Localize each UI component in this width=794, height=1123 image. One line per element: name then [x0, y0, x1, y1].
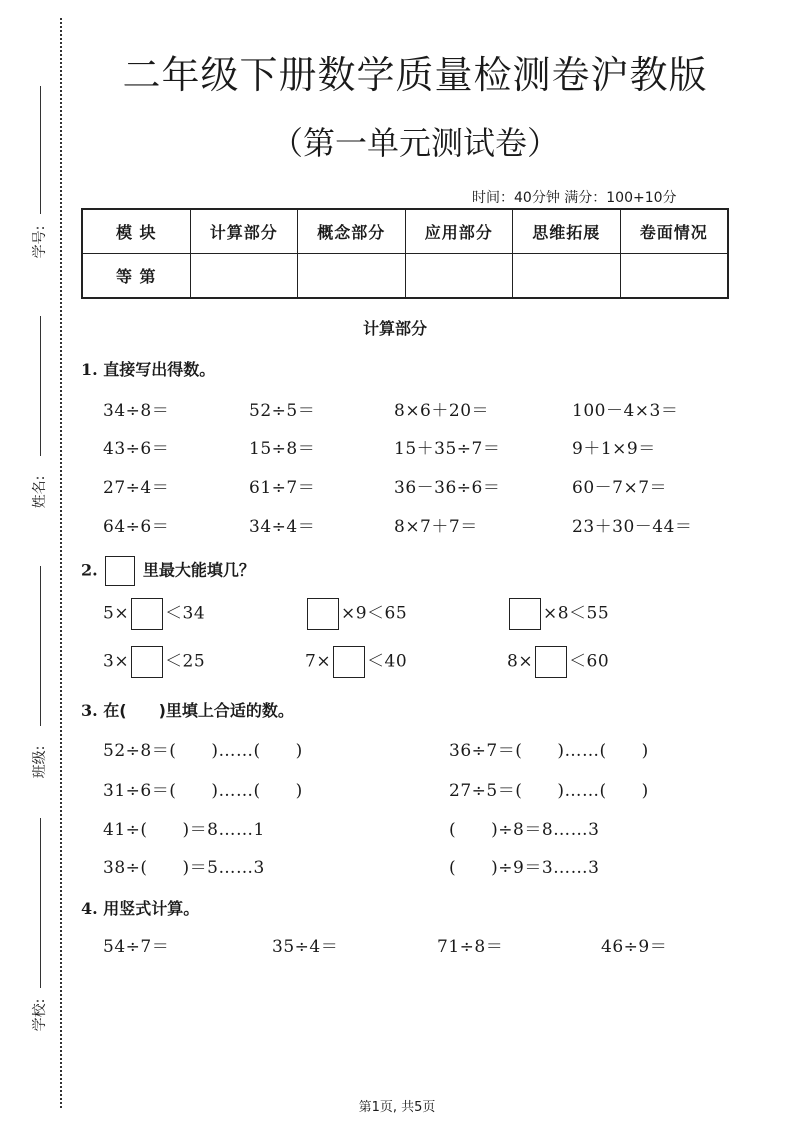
q4-item: 46÷9＝ [601, 937, 668, 957]
q1-text: 直接写出得数。 [103, 360, 216, 379]
score-table [81, 208, 729, 299]
q2-number: 2. [81, 560, 98, 580]
q2-item-post: ×9＜65 [341, 603, 408, 624]
q1-item: 15＋35÷7＝ [394, 439, 501, 459]
q3-item: 31÷6＝( )……( ) [103, 781, 303, 801]
q2-item [507, 598, 609, 630]
score-cell-grade-label: 等 第 [82, 254, 190, 299]
q1-item: 15÷8＝ [249, 439, 316, 459]
score-cell-thinking: 思维拓展 [513, 209, 621, 254]
q1-item: 9＋1×9＝ [572, 439, 656, 459]
q2-item [103, 598, 205, 630]
score-input-application[interactable] [405, 254, 513, 299]
q2-item-post: ＜40 [367, 651, 408, 672]
page-subtitle: （第一单元测试卷） [270, 124, 559, 162]
school-line [40, 818, 41, 988]
score-cell-application: 应用部分 [405, 209, 513, 254]
q1-item: 36－36÷6＝ [394, 478, 501, 498]
q1-item: 64÷6＝ [103, 517, 170, 537]
q3-item: 36÷7＝( )……( ) [449, 741, 649, 761]
q1-item: 34÷8＝ [103, 401, 170, 421]
q2-item-post: ×8＜55 [543, 603, 610, 624]
q1-item: 52÷5＝ [249, 401, 316, 421]
q1-item: 60－7×7＝ [572, 478, 668, 498]
q2-item-pre: 5× [103, 603, 130, 624]
q1-item: 61÷7＝ [249, 478, 316, 498]
name-label: 姓名: [32, 475, 48, 509]
q2-item [103, 646, 205, 678]
q3-item: 52÷8＝( )……( ) [103, 741, 303, 761]
q2-title [81, 556, 255, 586]
q2-answer-box[interactable] [333, 646, 365, 678]
page-title: 二年级下册数学质量检测卷沪教版 [122, 53, 708, 97]
q2-item [305, 646, 407, 678]
score-cell-concept: 概念部分 [298, 209, 406, 254]
section-title: 计算部分 [362, 319, 427, 338]
q3-item: 41÷( )＝8……1 [103, 820, 265, 840]
q2-item-pre: 8× [507, 651, 534, 672]
q4-item: 71÷8＝ [437, 937, 504, 957]
q2-item-post: ＜60 [569, 651, 610, 672]
q1-item: 27÷4＝ [103, 478, 170, 498]
q1-item: 8×6＋20＝ [394, 401, 490, 421]
q2-item-pre: 7× [305, 651, 332, 672]
score-table-header-row [82, 209, 728, 254]
q4-title [81, 896, 199, 919]
q4-item: 54÷7＝ [103, 937, 170, 957]
q1-item: 43÷6＝ [103, 439, 170, 459]
score-cell-module: 模 块 [82, 209, 190, 254]
q3-text: 在( )里填上合适的数。 [103, 701, 294, 720]
q2-item-pre: 3× [103, 651, 130, 672]
score-input-calc[interactable] [190, 254, 298, 299]
q2-answer-box[interactable] [509, 598, 541, 630]
q2-answer-box[interactable] [307, 598, 339, 630]
q3-item: ( )÷8＝8……3 [449, 820, 600, 840]
q1-item: 34÷4＝ [249, 517, 316, 537]
score-cell-calc: 计算部分 [190, 209, 298, 254]
q1-number: 1. [81, 360, 98, 379]
q2-answer-box[interactable] [535, 646, 567, 678]
q1-title [81, 357, 215, 380]
name-line [40, 316, 41, 456]
q4-number: 4. [81, 899, 98, 918]
score-input-concept[interactable] [298, 254, 406, 299]
q1-item: 100－4×3＝ [572, 401, 679, 421]
q2-title-box [105, 556, 135, 586]
q3-item: ( )÷9＝3……3 [449, 858, 600, 878]
q2-item-post: ＜34 [165, 603, 206, 624]
student-id-label: 学号: [32, 225, 48, 259]
score-cell-neatness: 卷面情况 [620, 209, 728, 254]
score-input-thinking[interactable] [513, 254, 621, 299]
student-id-line [40, 86, 41, 214]
q4-item: 35÷4＝ [272, 937, 339, 957]
score-input-neatness[interactable] [620, 254, 728, 299]
q3-title [81, 698, 294, 721]
q4-text: 用竖式计算。 [103, 899, 200, 918]
q3-item: 38÷( )＝5……3 [103, 858, 265, 878]
q2-item [305, 598, 407, 630]
q1-item: 23＋30－44＝ [572, 517, 693, 537]
q1-item: 8×7＋7＝ [394, 517, 478, 537]
time-info: 时间：40分钟 满分：100+10分 [472, 190, 677, 206]
q2-item-post: ＜25 [165, 651, 206, 672]
score-table-grade-row [82, 254, 728, 299]
q3-item: 27÷5＝( )……( ) [449, 781, 649, 801]
class-line [40, 566, 41, 726]
binding-dotted-line [60, 18, 62, 1108]
q2-text: 里最大能填几？ [142, 560, 255, 580]
page-footer: 第1页, 共5页 [358, 1100, 436, 1115]
class-label: 班级: [32, 745, 48, 779]
q2-answer-box[interactable] [131, 646, 163, 678]
school-label: 学校: [32, 998, 48, 1032]
q3-number: 3. [81, 701, 98, 720]
q2-item [507, 646, 609, 678]
q2-answer-box[interactable] [131, 598, 163, 630]
